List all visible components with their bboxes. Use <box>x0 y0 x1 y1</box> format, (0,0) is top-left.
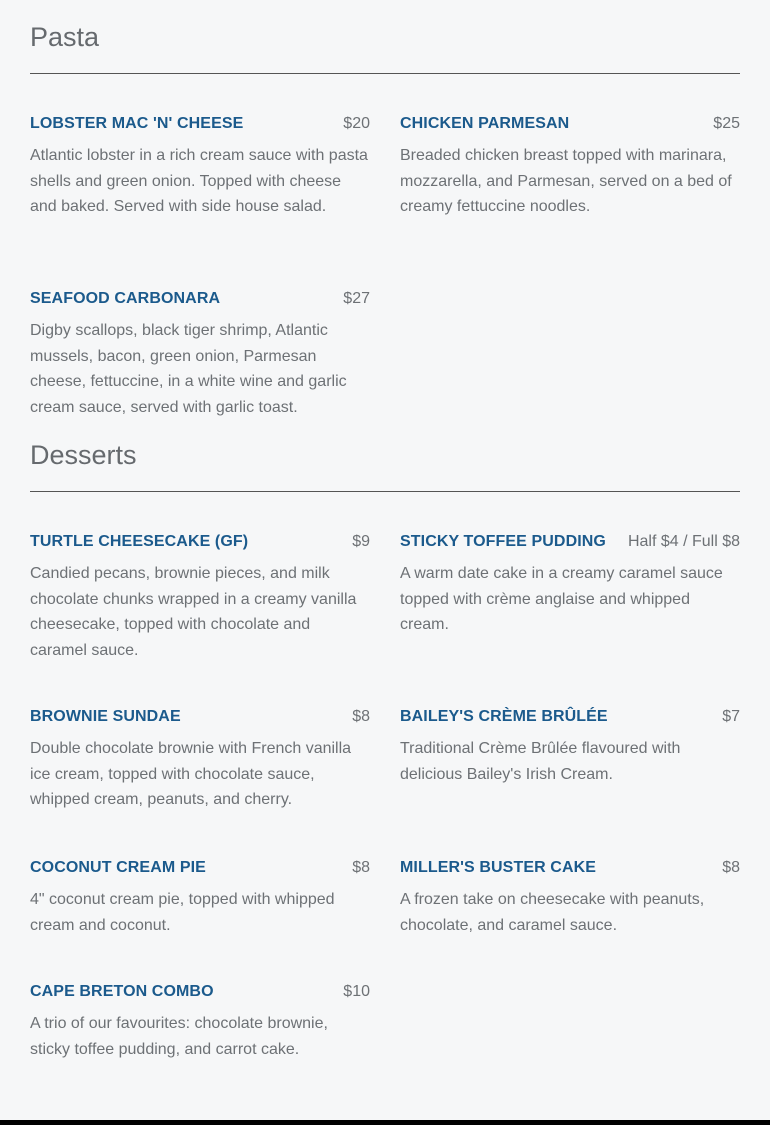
item-description: Double chocolate brownie with French vanilla ice cream, topped with chocolate sauce, whipped cream, peanuts, and cherry. <box>30 740 352 808</box>
bottom-bar <box>0 1120 770 1125</box>
menu-item <box>30 533 370 663</box>
menu-item <box>30 708 370 813</box>
item-price: $7 <box>722 708 740 725</box>
item-description: A warm date cake in a creamy caramel sauce topped with crème anglaise and whipped cream. <box>400 565 723 633</box>
item-price: $8 <box>722 859 740 876</box>
item-name: SEAFOOD CARBONARA <box>30 290 221 307</box>
menu-item <box>30 859 370 938</box>
section-divider <box>30 491 740 492</box>
item-name: BROWNIE SUNDAE <box>30 708 181 725</box>
section-title-desserts: Desserts <box>30 440 137 470</box>
menu-item <box>400 708 740 787</box>
menu-item <box>30 290 370 420</box>
item-description: Candied pecans, brownie pieces, and milk chocolate chunks wrapped in a creamy vanilla cheesecake, topped with chocolate and caramel sauce. <box>30 565 357 659</box>
section-divider <box>30 73 740 74</box>
item-description: 4" coconut cream pie, topped with whipped cream and coconut. <box>30 891 335 934</box>
item-name: MILLER'S BUSTER CAKE <box>400 859 597 876</box>
item-description: Atlantic lobster in a rich cream sauce with pasta shells and green onion. Topped with cheese and baked. Served with side house salad. <box>30 147 368 215</box>
item-name: LOBSTER MAC 'N' CHEESE <box>30 115 244 132</box>
menu-item <box>30 983 370 1062</box>
item-description: Digby scallops, black tiger shrimp, Atlantic mussels, bacon, green onion, Parmesan cheese, fettuccine, in a white wine and garlic cream sauce, served with garlic toast. <box>30 322 347 416</box>
item-name: BAILEY'S CRÈME BRÛLÉE <box>400 708 608 725</box>
item-name: STICKY TOFFEE PUDDING <box>400 533 606 550</box>
item-description: Traditional Crème Brûlée flavoured with delicious Bailey's Irish Cream. <box>400 740 681 783</box>
menu-item <box>400 859 740 938</box>
item-price: $8 <box>352 859 370 876</box>
item-name: CHICKEN PARMESAN <box>400 115 570 132</box>
section-title-pasta: Pasta <box>30 22 100 52</box>
menu-item <box>400 533 740 638</box>
item-price: Half $4 / Full $8 <box>627 533 740 550</box>
item-price: $9 <box>352 533 370 550</box>
item-price: $10 <box>343 983 370 1000</box>
item-name: TURTLE CHEESECAKE (GF) <box>30 533 249 550</box>
item-description: Breaded chicken breast topped with marinara, mozzarella, and Parmesan, served on a bed of creamy fettuccine noodles. <box>400 147 732 215</box>
item-name: CAPE BRETON COMBO <box>30 983 214 1000</box>
item-price: $27 <box>343 290 370 307</box>
item-name: COCONUT CREAM PIE <box>30 859 206 876</box>
item-price: $25 <box>713 115 740 132</box>
item-price: $20 <box>343 115 370 132</box>
item-price: $8 <box>352 708 370 725</box>
item-description: A trio of our favourites: chocolate brownie, sticky toffee pudding, and carrot cake. <box>30 1015 328 1058</box>
menu-item <box>400 115 740 220</box>
item-description: A frozen take on cheesecake with peanuts, chocolate, and caramel sauce. <box>400 891 705 934</box>
menu-item <box>30 115 370 220</box>
